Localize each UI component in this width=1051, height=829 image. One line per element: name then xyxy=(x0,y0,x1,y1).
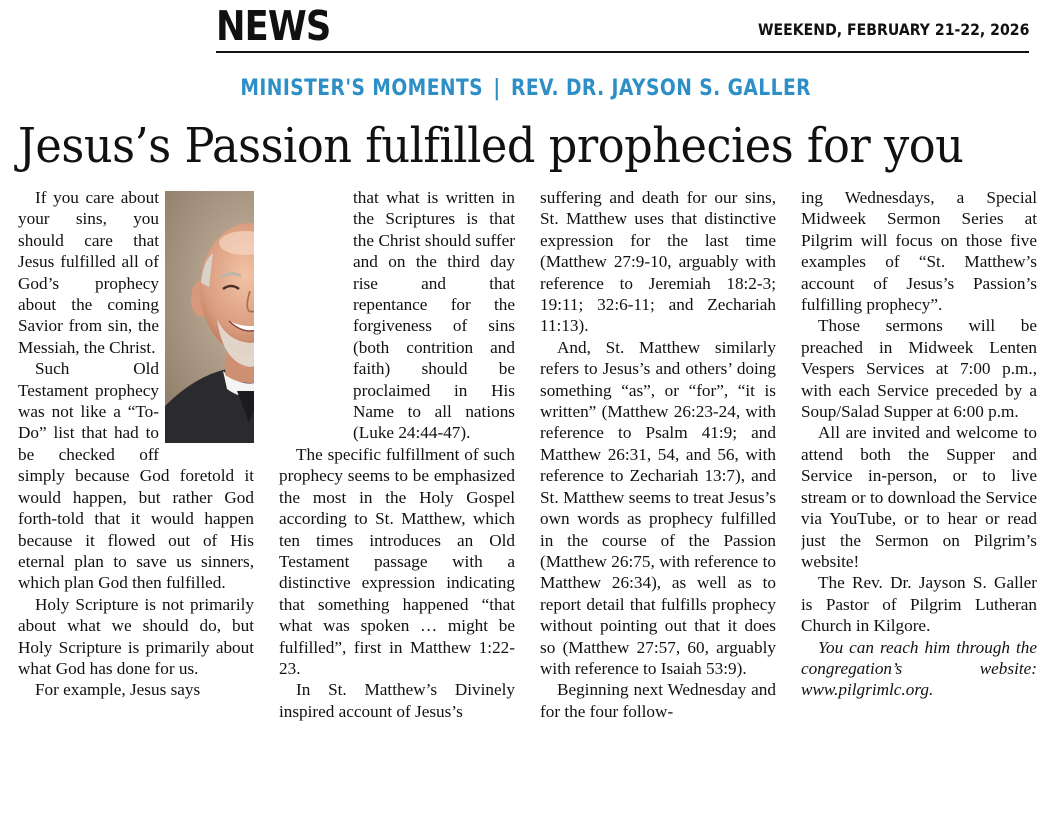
column-name: MINISTER'S MOMENTS xyxy=(240,76,483,101)
paragraph: For example, Jesus says xyxy=(35,680,201,700)
masthead-rule xyxy=(216,51,1029,53)
headline: Jesus’s Passion fulfilled prophecies for you xyxy=(18,118,964,174)
paragraph: All are invited and welcome to attend both the Supper and Service in-person, or to live stream or to download the Service via YouTube, or to hear or read just the Sermon on Pilgrim’s website! xyxy=(801,423,1037,571)
paragraph: Holy Scripture is not primarily about what we should do, but Holy Scripture is primarily about what God has done for us. xyxy=(18,594,254,678)
article-column-3 xyxy=(540,187,776,817)
paragraph: And, St. Matthew similarly refers to Jesus’s and others’ doing something “as”, or “for”, “it is written” (Matthew 26:23-24, with reference to Psalm 41:9; and Matthew 26:31, 54, and 56, with reference to Zechariah 13:7), and St. Matthew seems to treat Jesus’s own words as prophecy fulfilled in the course of the Passion (Matthew 26:75, with reference to Matthew 26:34), as well as to report detail that fulfills prophecy without pointing out that it does so (Matthew 27:57, 60, arguably with reference to Isaiah 53:9). xyxy=(540,337,776,678)
paragraph: Beginning next Wednesday and for the four follow- xyxy=(540,680,776,721)
paragraph: The specific fulfillment of such prophecy seems to be emphasized the most in the Holy Gospel according to St. Matthew, which ten times introduces an Old Testament passage with a distinctive expression indicating that something happened “that what was spoken … might be fulfilled”, first in Matthew 1:22-23. xyxy=(279,444,515,678)
paragraph: that what is written in the Scriptures is that the Christ should suffer and on the third day rise and that repentance for the forgiveness of sins (both contrition and faith) should be proclaimed in His Name to all nations (Luke 24:44-47). xyxy=(353,188,515,443)
article-column-4 xyxy=(801,187,1037,817)
section-name: NEWS xyxy=(216,2,331,50)
paragraph: suffering and death for our sins, St. Matthew uses that distinctive expression for the last time (Matthew 27:9-10, arguably with reference to Jeremiah 18:2-3; 19:11; 32:6-11; and Zechariah 11:13). xyxy=(540,188,776,336)
paragraph: ing Wednesdays, a Special Midweek Sermon Series at Pilgrim will focus on those five examples of “St. Matthew’s account of Jesus’s Passion’s fulfilling prophecy”. xyxy=(801,188,1037,315)
article-column-2 xyxy=(279,187,515,817)
paragraph: In St. Matthew’s Divinely inspired account of Jesus’s xyxy=(279,680,515,721)
column-kicker xyxy=(0,76,1051,101)
contact-note: You can reach him through the congregation’s website: www.pilgrimlc.org. xyxy=(801,637,1037,700)
paragraph: Those sermons will be preached in Midweek Lenten Vespers Services at 7:00 p.m., with each Service preceded by a Soup/Salad Supper at 6:00 p.m. xyxy=(801,316,1037,422)
author-photo xyxy=(165,191,254,443)
issue-date: WEEKEND, FEBRUARY 21-22, 2026 xyxy=(757,20,1029,39)
photo-wrap-space xyxy=(279,187,349,437)
kicker-separator: | xyxy=(493,76,501,101)
portrait-photo-icon xyxy=(165,191,254,443)
article-column-1 xyxy=(18,187,254,817)
author-bio: The Rev. Dr. Jayson S. Galler is Pastor of Pilgrim Lutheran Church in Kilgore. xyxy=(801,573,1037,636)
paragraph: Such Old Testament prophecy was not like a “To-Do” list that had to be checked off simply because God foretold it would happen, but rather God forth-told that it would happen because it flowed out of His eternal plan to save us sinners, which plan God then fulfilled. xyxy=(18,359,254,593)
byline: REV. DR. JAYSON S. GALLER xyxy=(510,76,811,101)
paragraph: If you care about your sins, you should care that Jesus fulfilled all of God’s prophecy about the coming Savior from sin, the Messiah, the Christ. xyxy=(18,188,159,357)
masthead xyxy=(0,0,1051,56)
